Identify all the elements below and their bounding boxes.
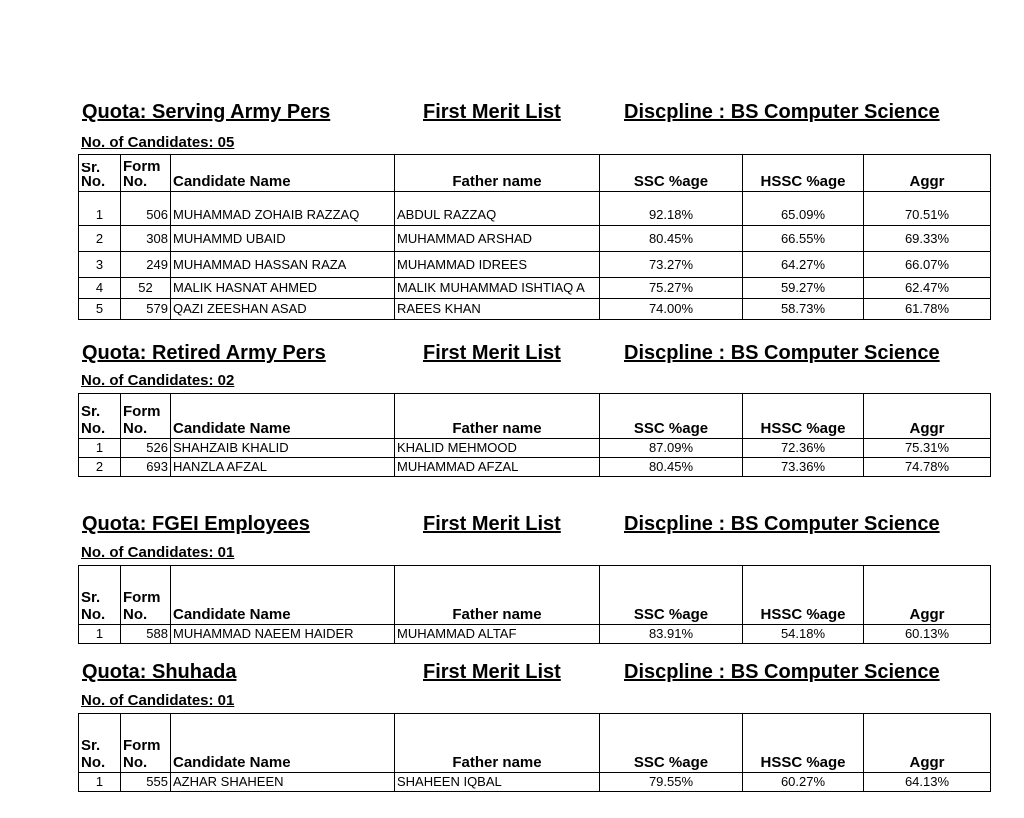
cell-aggr: 74.78% <box>864 458 991 477</box>
cell-ssc: 73.27% <box>600 252 743 278</box>
header-father-name: Father name <box>395 155 600 192</box>
table-row <box>79 299 991 320</box>
cell-father-name: KHALID MEHMOOD <box>395 439 600 458</box>
discipline-title: Discpline : BS Computer Science <box>624 513 940 535</box>
cell-ssc: 75.27% <box>600 278 743 299</box>
header-form: Form No. <box>121 155 171 192</box>
header-ssc: SSC %age <box>600 155 743 192</box>
candidate-count: No. of Candidates: 02 <box>81 372 235 389</box>
table-row <box>79 458 991 477</box>
cell-sr: 5 <box>79 299 121 320</box>
cell-form: 249 <box>121 252 171 278</box>
header-hssc: HSSC %age <box>743 714 864 773</box>
cell-form: 308 <box>121 226 171 252</box>
merit-table <box>78 565 991 644</box>
header-father-name: Father name <box>395 566 600 625</box>
cell-sr: 4 <box>79 278 121 299</box>
cell-ssc: 74.00% <box>600 299 743 320</box>
cell-sr: 1 <box>79 192 121 226</box>
header-candidate-name: Candidate Name <box>171 714 395 773</box>
cell-father-name: MUHAMMAD AFZAL <box>395 458 600 477</box>
cell-ssc: 87.09% <box>600 439 743 458</box>
cell-candidate-name: MUHAMMAD ZOHAIB RAZZAQ <box>171 192 395 226</box>
cell-candidate-name: MUHAMMAD NAEEM HAIDER <box>171 625 395 644</box>
cell-sr: 1 <box>79 773 121 792</box>
header-aggr: Aggr <box>864 155 991 192</box>
cell-form: 506 <box>121 192 171 226</box>
merit-list-title: First Merit List <box>423 342 561 364</box>
header-aggr: Aggr <box>864 566 991 625</box>
cell-hssc: 58.73% <box>743 299 864 320</box>
cell-hssc: 66.55% <box>743 226 864 252</box>
cell-ssc: 80.45% <box>600 458 743 477</box>
header-ssc: SSC %age <box>600 566 743 625</box>
cell-form: 526 <box>121 439 171 458</box>
cell-sr: 1 <box>79 439 121 458</box>
cell-father-name: RAEES KHAN <box>395 299 600 320</box>
merit-list-title: First Merit List <box>423 513 561 535</box>
cell-father-name: SHAHEEN IQBAL <box>395 773 600 792</box>
cell-candidate-name: MALIK HASNAT AHMED <box>171 278 395 299</box>
header-father-name: Father name <box>395 714 600 773</box>
cell-hssc: 73.36% <box>743 458 864 477</box>
merit-table <box>78 713 991 792</box>
cell-hssc: 59.27% <box>743 278 864 299</box>
cell-form: 555 <box>121 773 171 792</box>
header-aggr: Aggr <box>864 714 991 773</box>
quota-title: Quota: Serving Army Pers <box>82 101 331 123</box>
quota-title: Quota: Retired Army Pers <box>82 342 326 364</box>
candidate-count: No. of Candidates: 05 <box>81 134 235 151</box>
candidate-count: No. of Candidates: 01 <box>81 692 235 709</box>
quota-title: Quota: FGEI Employees <box>82 513 310 535</box>
cell-aggr: 62.47% <box>864 278 991 299</box>
header-hssc: HSSC %age <box>743 155 864 192</box>
cell-hssc: 60.27% <box>743 773 864 792</box>
header-ssc: SSC %age <box>600 394 743 439</box>
cell-hssc: 72.36% <box>743 439 864 458</box>
table-header-row <box>79 394 991 439</box>
header-form: Form No. <box>121 394 171 439</box>
table-header-row <box>79 714 991 773</box>
cell-form: 579 <box>121 299 171 320</box>
cell-candidate-name: QAZI ZEESHAN ASAD <box>171 299 395 320</box>
header-candidate-name: Candidate Name <box>171 566 395 625</box>
table-row <box>79 192 991 226</box>
discipline-title: Discpline : BS Computer Science <box>624 342 940 364</box>
cell-sr: 1 <box>79 625 121 644</box>
table-row <box>79 226 991 252</box>
cell-ssc: 80.45% <box>600 226 743 252</box>
table-row <box>79 252 991 278</box>
cell-sr: 2 <box>79 226 121 252</box>
cell-father-name: MALIK MUHAMMAD ISHTIAQ A <box>395 278 600 299</box>
cell-father-name: MUHAMMAD ARSHAD <box>395 226 600 252</box>
header-sr: Sr. No. <box>79 394 121 439</box>
cell-aggr: 66.07% <box>864 252 991 278</box>
cell-sr: 2 <box>79 458 121 477</box>
discipline-title: Discpline : BS Computer Science <box>624 661 940 683</box>
merit-list-title: First Merit List <box>423 661 561 683</box>
cell-form: 588 <box>121 625 171 644</box>
table-header-row <box>79 155 991 192</box>
header-hssc: HSSC %age <box>743 394 864 439</box>
cell-candidate-name: AZHAR SHAHEEN <box>171 773 395 792</box>
cell-ssc: 79.55% <box>600 773 743 792</box>
header-ssc: SSC %age <box>600 714 743 773</box>
cell-aggr: 69.33% <box>864 226 991 252</box>
discipline-title: Discpline : BS Computer Science <box>624 101 940 123</box>
merit-table <box>78 154 991 320</box>
header-hssc: HSSC %age <box>743 566 864 625</box>
cell-candidate-name: MUHAMMAD HASSAN RAZA <box>171 252 395 278</box>
table-row <box>79 278 991 299</box>
table-header-row <box>79 566 991 625</box>
header-sr: Sr. No. <box>79 714 121 773</box>
header-father-name: Father name <box>395 394 600 439</box>
header-candidate-name: Candidate Name <box>171 155 395 192</box>
header-form: Form No. <box>121 566 171 625</box>
cell-ssc: 83.91% <box>600 625 743 644</box>
cell-aggr: 64.13% <box>864 773 991 792</box>
cell-form: 693 <box>121 458 171 477</box>
cell-form: 52 <box>121 278 171 299</box>
cell-ssc: 92.18% <box>600 192 743 226</box>
cell-aggr: 75.31% <box>864 439 991 458</box>
header-sr: Sr. No. <box>79 566 121 625</box>
header-candidate-name: Candidate Name <box>171 394 395 439</box>
merit-table <box>78 393 991 477</box>
cell-father-name: ABDUL RAZZAQ <box>395 192 600 226</box>
header-form: Form No. <box>121 714 171 773</box>
table-row <box>79 773 991 792</box>
cell-aggr: 60.13% <box>864 625 991 644</box>
cell-hssc: 54.18% <box>743 625 864 644</box>
cell-hssc: 64.27% <box>743 252 864 278</box>
candidate-count: No. of Candidates: 01 <box>81 544 235 561</box>
cell-candidate-name: SHAHZAIB KHALID <box>171 439 395 458</box>
cell-father-name: MUHAMMAD ALTAF <box>395 625 600 644</box>
table-row <box>79 439 991 458</box>
quota-title: Quota: Shuhada <box>82 661 237 683</box>
header-sr: Sr. No. <box>79 155 121 192</box>
cell-candidate-name: MUHAMMD UBAID <box>171 226 395 252</box>
header-aggr: Aggr <box>864 394 991 439</box>
cell-hssc: 65.09% <box>743 192 864 226</box>
cell-aggr: 61.78% <box>864 299 991 320</box>
cell-aggr: 70.51% <box>864 192 991 226</box>
cell-sr: 3 <box>79 252 121 278</box>
table-row <box>79 625 991 644</box>
cell-father-name: MUHAMMAD IDREES <box>395 252 600 278</box>
cell-candidate-name: HANZLA AFZAL <box>171 458 395 477</box>
merit-list-title: First Merit List <box>423 101 561 123</box>
